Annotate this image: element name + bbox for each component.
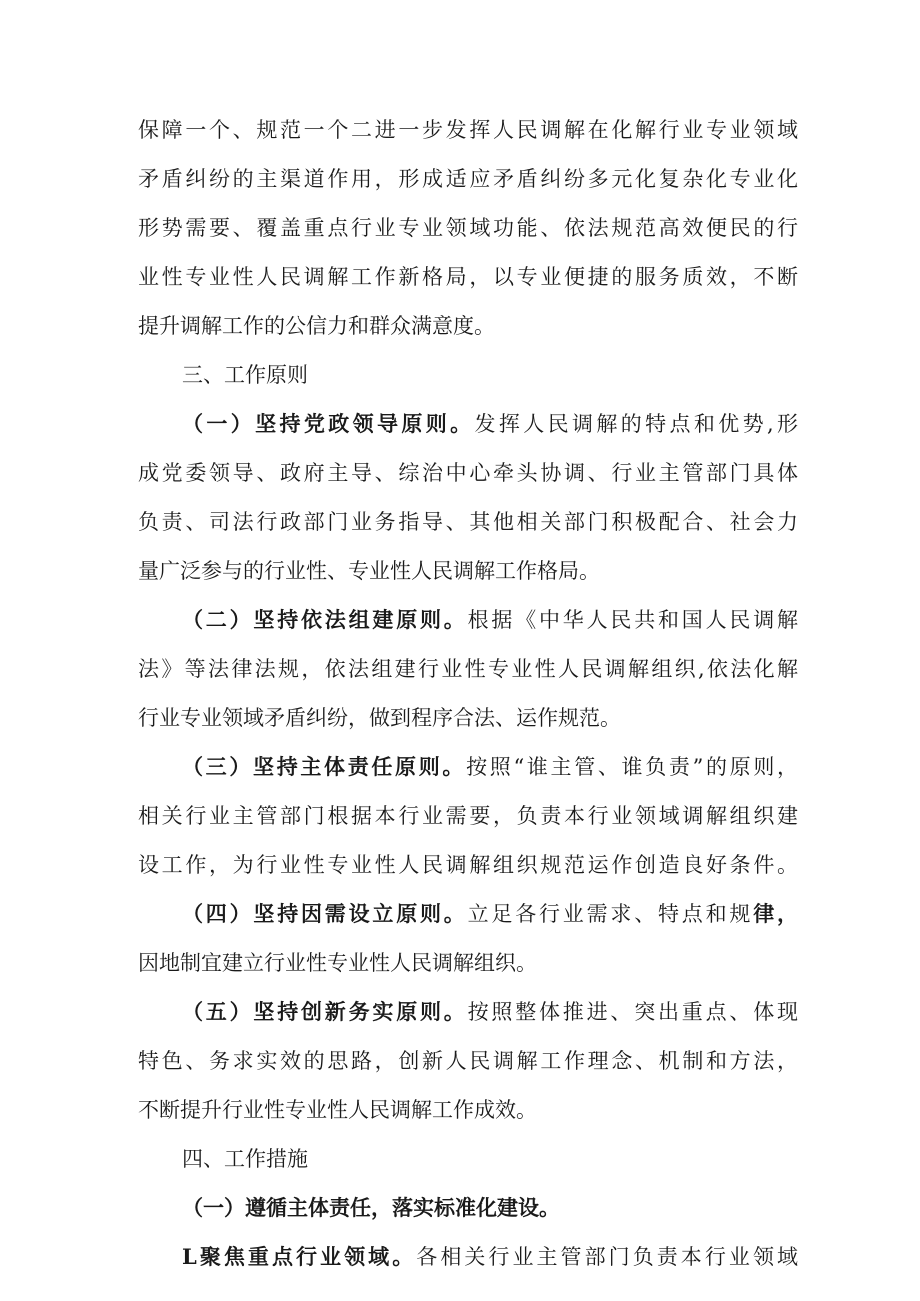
principle-2-title: （二）坚持依法组建原则。 [182,607,468,632]
principle-3-line-1: （三）坚持主体责任原则。按照“谁主管、谁负责”的原则， [182,754,798,779]
principle-4-line-1: （四）坚持因需设立原则。立足各行业需求、特点和规律， [182,901,799,926]
principle-4-title: （四）坚持因需设立原则。 [182,901,468,926]
measure-1-item-1-title: L聚焦重点行业领域。 [182,1244,417,1269]
intro-line-4: 业性专业性人民调解工作新格局，以专业便捷的服务质效，不断 [138,265,798,289]
principle-5-line-2: 特色、务求实效的思路，创新人民调解工作理念、机制和方法， [138,1049,798,1073]
measure-1-item-1: L聚焦重点行业领域。各相关行业主管部门负责本行业领域 [182,1244,799,1269]
principle-1-line-1: （一）坚持党政领导原则。发挥人民调解的特点和优势,形 [182,411,799,436]
principle-4-line-2: 因地制宜建立行业性专业性人民调解组织。 [138,951,537,975]
principle-2-line-2: 法》等法律法规，依法组建行业性专业性人民调解组织,依法化解 [138,657,798,681]
principle-2-line-3: 行业专业领域矛盾纠纷，做到程序合法、运作规范。 [138,706,621,730]
section-3-heading: 三、工作原则 [182,363,308,387]
principle-1-line-3: 负责、司法行政部门业务指导、其他相关部门积极配合、社会力 [138,510,798,534]
principle-3-title: （三）坚持主体责任原则。 [182,754,467,779]
principle-5-line-1: （五）坚持创新务实原则。按照整体推进、突出重点、体现 [182,999,799,1024]
principle-1-title: （一）坚持党政领导原则。 [182,411,475,436]
intro-line-3: 形势需要、覆盖重点行业专业领域功能、依法规范高效便民的行 [138,216,798,240]
intro-line-2: 矛盾纠纷的主渠道作用，形成适应矛盾纠纷多元化复杂化专业化 [138,167,798,191]
principle-5-line-3: 不断提升行业性专业性人民调解工作成效。 [138,1098,537,1122]
principle-2-line-1: （二）坚持依法组建原则。根据《中华人民共和国人民调解 [182,607,799,632]
principle-3-line-2: 相关行业主管部门根据本行业需要，负责本行业领域调解组织建 [138,804,798,828]
section-4-heading: 四、工作措施 [182,1147,308,1171]
principle-1-line-2: 成党委领导、政府主导、综治中心牵头协调、行业主管部门具体 [138,461,798,485]
principle-3-line-3: 设工作，为行业性专业性人民调解组织规范运作创造良好条件。 [138,853,798,877]
measure-1-heading: （一）遵循主体责任，落实标准化建设。 [182,1195,560,1220]
intro-line-5: 提升调解工作的公信力和群众满意度。 [138,314,495,338]
principle-1-line-4: 量广泛参与的行业性、专业性人民调解工作格局。 [138,559,600,583]
principle-5-title: （五）坚持创新务实原则。 [182,999,468,1024]
intro-line-1: 保障一个、规范一个二进一步发挥人民调解在化解行业专业领域 [138,118,798,142]
